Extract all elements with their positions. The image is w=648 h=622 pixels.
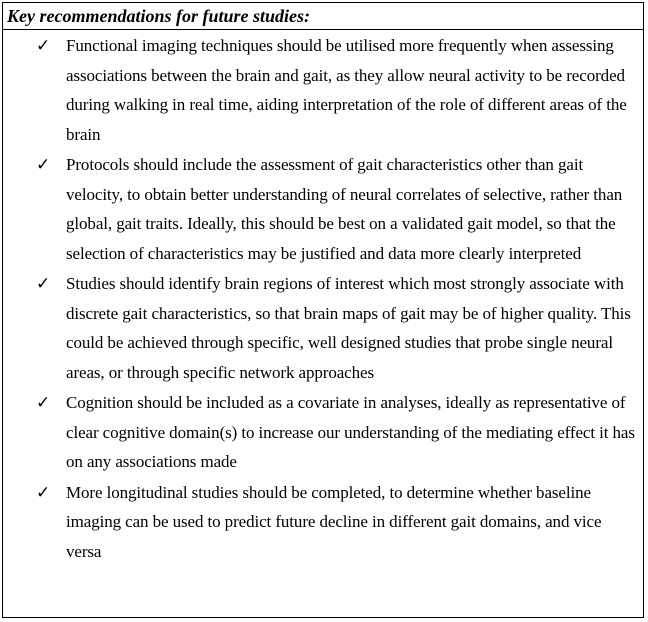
check-icon: ✓ xyxy=(36,274,51,293)
heading: Key recommendations for future studies: xyxy=(7,6,311,26)
recommendations-list xyxy=(3,31,643,566)
heading-row xyxy=(3,3,643,30)
list-item xyxy=(3,388,643,477)
item-text: Cognition should be included as a covariate in analyses, ideally as representative of clear cognitive domain(s) to increase our understanding of the mediating effect it has on any associations made xyxy=(66,393,635,471)
list-item xyxy=(3,31,643,149)
list-item xyxy=(3,478,643,567)
recommendations-box xyxy=(2,2,644,618)
check-icon: ✓ xyxy=(36,155,51,174)
check-icon: ✓ xyxy=(36,393,51,412)
list-item xyxy=(3,150,643,268)
item-text: More longitudinal studies should be completed, to determine whether baseline imaging can be used to predict future decline in different gait domains, and vice versa xyxy=(66,482,602,561)
item-text: Studies should identify brain regions of interest which most strongly associate with discrete gait characteristics, so that brain maps of gait may be of higher quality. This could be achieved through specific, well designed studies that probe single neural areas, or through specific network approaches xyxy=(66,274,631,382)
check-icon: ✓ xyxy=(36,36,51,55)
item-text: Protocols should include the assessment of gait characteristics other than gait velocity, to obtain better understanding of neural correlates of selective, rather than global, gait traits. Ideally, this should be best on a validated gait model, so that the selection of characteristics may be justified and data more clearly interpreted xyxy=(66,155,623,263)
list-item xyxy=(3,269,643,387)
check-icon: ✓ xyxy=(36,482,51,502)
item-text: Functional imaging techniques should be utilised more frequently when assessing associations between the brain and gait, as they allow neural activity to be recorded during walking in real time, aiding interpretation of the role of different areas of the brain xyxy=(66,36,627,144)
